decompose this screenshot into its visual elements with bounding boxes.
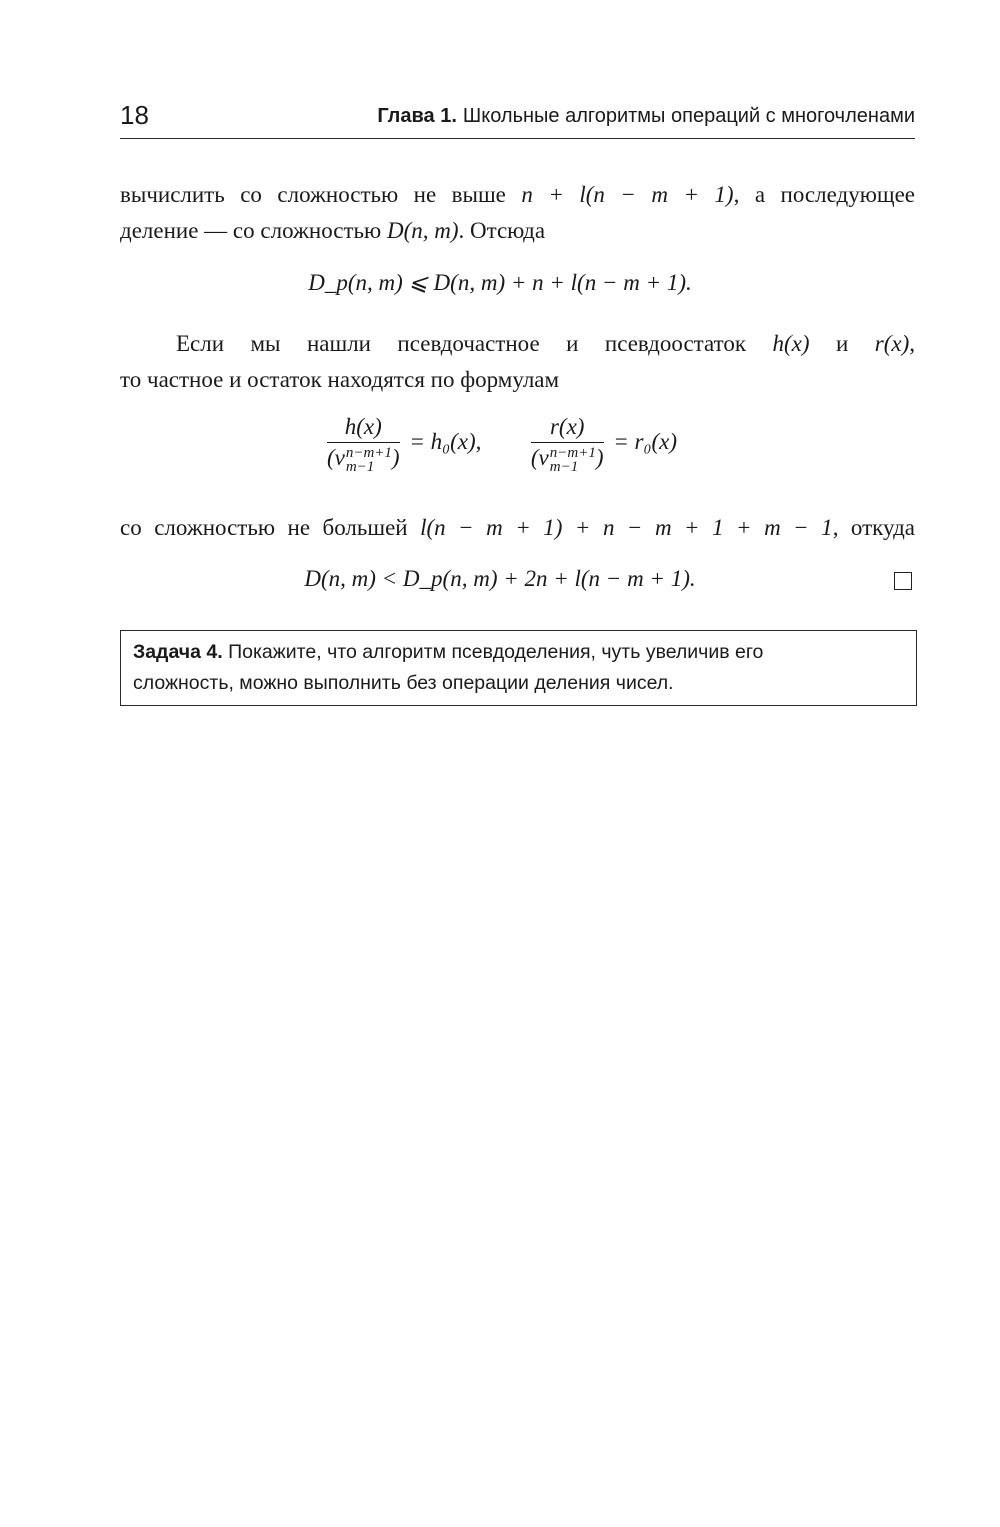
fraction-right (531, 414, 604, 474)
fraction-denominator (327, 443, 400, 474)
formula-quotient-remainder (0, 414, 1000, 474)
den-indices (550, 446, 596, 474)
text-span: , откуда (832, 515, 915, 540)
den-sup: n−m+1 (345, 444, 392, 461)
den-base: (v (530, 445, 549, 470)
text-span: деление — со сложностью (120, 218, 387, 243)
text-span: Если мы нашли псевдочастное и псевдоостаток (176, 331, 773, 356)
task-label: Задача 4. (133, 641, 223, 663)
chapter-label: Глава 1. (377, 105, 457, 127)
math-inline: h(x) (772, 331, 810, 356)
qed-square-icon (894, 572, 912, 590)
result-left: = h₀(x), (409, 429, 482, 455)
fraction-numerator: h(x) (327, 414, 400, 443)
fraction-numerator: r(x) (531, 414, 604, 443)
page-number: 18 (120, 100, 149, 130)
task-box (120, 630, 917, 706)
paragraph-1-line-1 (120, 177, 915, 213)
text-span: со сложностью не большей (120, 515, 421, 540)
formula-pseudo-division-complexity: D_p(n, m) ⩽ D(n, m) + n + l(n − m + 1). (308, 270, 692, 295)
task-line-2: сложность, можно выполнить без операции деления чисел. (133, 672, 674, 694)
den-base: (v (326, 445, 345, 470)
text-span: , (909, 331, 915, 356)
math-inline: n + l(n − m + 1) (521, 182, 734, 207)
den-close: ) (595, 445, 604, 470)
fraction-denominator (531, 443, 604, 474)
paragraph-2-line-2: то частное и остаток находятся по формулам (120, 367, 560, 392)
den-sub: m−1 (345, 458, 375, 475)
paragraph-2-line-1 (120, 326, 915, 362)
den-sup: n−m+1 (549, 444, 596, 461)
den-sub: m−1 (549, 458, 579, 475)
paragraph-3 (120, 510, 915, 546)
task-line-1 (133, 637, 904, 668)
math-inline: l(n − m + 1) + n − m + 1 + m − 1 (420, 515, 833, 540)
fraction-left (327, 414, 400, 474)
math-inline: D(n, m) (386, 218, 459, 243)
den-indices (346, 446, 392, 474)
paragraph-1-line-2 (120, 213, 915, 249)
result-right: = r₀(x) (613, 429, 678, 455)
den-close: ) (391, 445, 400, 470)
text-span: вычислить со сложностью не выше (120, 182, 522, 207)
text-span: и (809, 331, 875, 356)
chapter-title: Школьные алгоритмы операций с многочленами (462, 105, 915, 127)
formula-division-complexity: D(n, m) < D_p(n, m) + 2n + l(n − m + 1). (304, 566, 696, 591)
math-inline: r(x) (874, 331, 910, 356)
text-span: . Отсюда (458, 218, 546, 243)
task-text: Покажите, что алгоритм псевдоделения, чуть увеличив его (228, 641, 764, 663)
chapter-heading (377, 105, 915, 128)
text-span: , а последующее (733, 182, 915, 207)
running-header (120, 96, 915, 139)
